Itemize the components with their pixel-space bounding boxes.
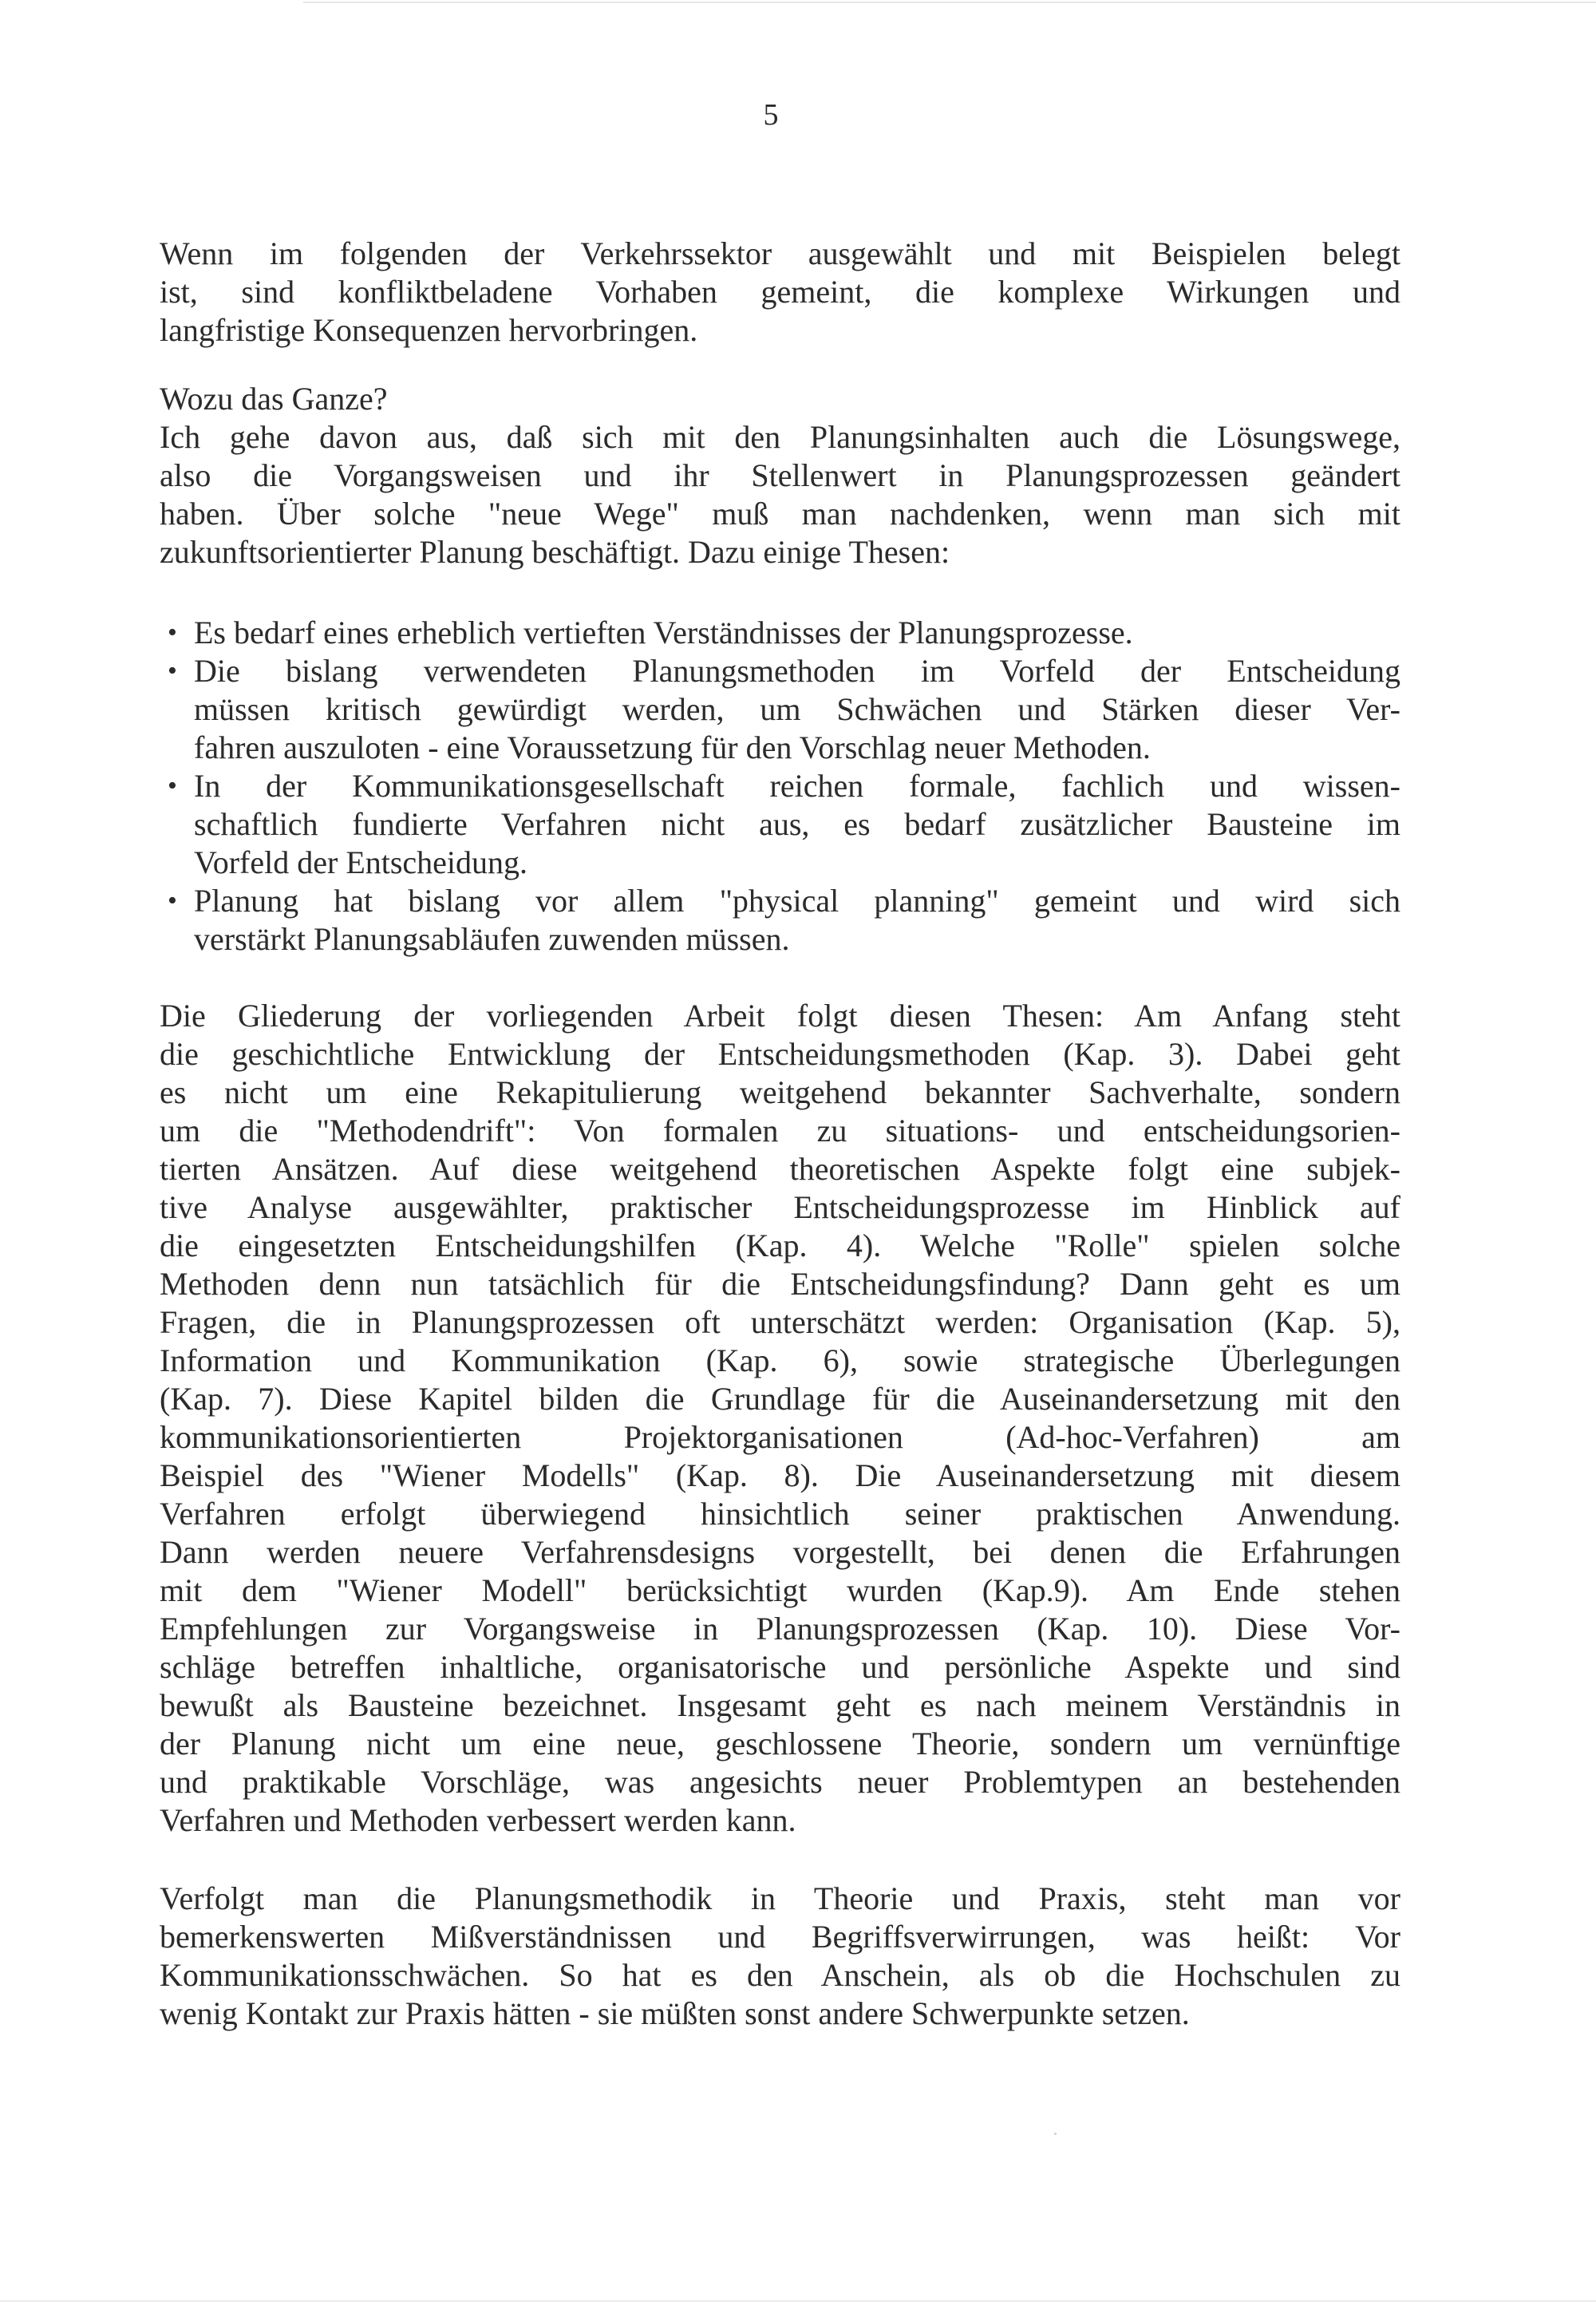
text-line: Planung hat bislang vor allem "physical planning" gemeint und wird sich [194,883,1400,919]
scan-edge-top [303,2,1596,3]
text-line: tierten Ansätzen. Auf diese weitgehend theoretischen Aspekte folgt eine subjek- [160,1151,1400,1187]
bullet-icon: • [168,771,177,801]
paragraph-intro [160,235,1400,350]
bullet-item [160,614,1400,652]
text-line: ist, sind konfliktbeladene Vorhaben gemeint, die komplexe Wirkungen und [160,274,1400,310]
bullet-item [160,652,1400,767]
text-line: Verfolgt man die Planungsmethodik in Theorie und Praxis, steht man vor [160,1880,1400,1916]
text-line: langfristige Konsequenzen hervorbringen. [160,312,698,348]
bullet-icon: • [168,618,177,647]
text-line: schaftlich fundierte Verfahren nicht aus, es bedarf zusätzlicher Bausteine im [194,806,1400,842]
text-line: Methoden denn nun tatsächlich für die Entscheidungsfindung? Dann geht es um [160,1266,1400,1302]
text-line: Die Gliederung der vorliegenden Arbeit folgt diesen Thesen: Am Anfang steht [160,998,1400,1034]
text-line: Vorfeld der Entscheidung. [194,844,528,880]
text-line: tive Analyse ausgewählter, praktischer Entscheidungsprozesse im Hinblick auf [160,1189,1400,1225]
text-line: Ich gehe davon aus, daß sich mit den Planungsinhalten auch die Lösungswege, [160,419,1400,455]
text-line: verstärkt Planungsabläufen zuwenden müssen. [194,921,790,957]
text-line: also die Vorgangsweisen und ihr Stellenwert in Planungsprozessen geändert [160,457,1400,493]
paragraph-theses-intro [160,418,1400,571]
text-line: In der Kommunikationsgesellschaft reichen formale, fachlich und wissen- [194,768,1400,804]
text-line: Kommunikationsschwächen. So hat es den Anschein, als ob die Hochschulen zu [160,1957,1400,1993]
bullet-item [160,767,1400,882]
text-line: bemerkenswerten Mißverständnissen und Begriffsverwirrungen, was heißt: Vor [160,1919,1400,1955]
page-number: 5 [763,98,779,132]
section-question [160,380,1400,418]
text-line: Wenn im folgenden der Verkehrssektor ausgewählt und mit Beispielen belegt [160,235,1400,271]
text-line: Die bislang verwendeten Planungsmethoden im Vorfeld der Entscheidung [194,653,1400,689]
text-line: der Planung nicht um eine neue, geschlossene Theorie, sondern um vernünftige [160,1726,1400,1761]
text-line: wenig Kontakt zur Praxis hätten - sie müßten sonst andere Schwerpunkte setzen. [160,1995,1190,2031]
text-line: müssen kritisch gewürdigt werden, um Schwächen und Stärken dieser Ver- [194,691,1400,727]
text-line: es nicht um eine Rekapitulierung weitgehend bekannter Sachverhalte, sondern [160,1074,1400,1110]
text-line: die eingesetzten Entscheidungshilfen (Kap. 4). Welche "Rolle" spielen solche [160,1228,1400,1263]
text-line: Verfahren und Methoden verbessert werden kann. [160,1802,796,1838]
text-line: fahren auszuloten - eine Voraussetzung für den Vorschlag neuer Methoden. [194,729,1151,765]
paragraph-outline [160,997,1400,1840]
bullet-icon: • [168,886,177,915]
text-line: (Kap. 7). Diese Kapitel bilden die Grundlage für die Auseinandersetzung mit den [160,1381,1400,1417]
text-line: haben. Über solche "neue Wege" muß man nachdenken, wenn man sich mit [160,496,1400,532]
text-line: Wozu das Ganze? [160,381,388,417]
text-line: zukunftsorientierter Planung beschäftigt. Dazu einige Thesen: [160,534,950,570]
text-line: Verfahren erfolgt überwiegend hinsichtlich seiner praktischen Anwendung. [160,1496,1400,1532]
text-line: die geschichtliche Entwicklung der Entscheidungsmethoden (Kap. 3). Dabei geht [160,1036,1400,1072]
bullet-item [160,882,1400,959]
text-line: Dann werden neuere Verfahrensdesigns vorgestellt, bei denen die Erfahrungen [160,1534,1400,1570]
bullet-icon: • [168,656,177,686]
text-line: Fragen, die in Planungsprozessen oft unterschätzt werden: Organisation (Kap. 5), [160,1304,1400,1340]
text-line: und praktikable Vorschläge, was angesichts neuer Problemtypen an bestehenden [160,1764,1400,1800]
text-line: bewußt als Bausteine bezeichnet. Insgesamt geht es nach meinem Verständnis in [160,1687,1400,1723]
text-line: Empfehlungen zur Vorgangsweise in Planungsprozessen (Kap. 10). Diese Vor- [160,1611,1400,1647]
text-line: schläge betreffen inhaltliche, organisatorische und persönliche Aspekte und sind [160,1649,1400,1685]
text-line: Beispiel des "Wiener Modells" (Kap. 8). Die Auseinandersetzung mit diesem [160,1457,1400,1493]
text-line: Es bedarf eines erheblich vertieften Verständnisses der Planungsprozesse. [194,615,1133,650]
text-line: kommunikationsorientierten Projektorganisationen (Ad-hoc-Verfahren) am [160,1419,1400,1455]
scan-edge-bottom [0,2300,1596,2302]
text-line: mit dem "Wiener Modell" berücksichtigt wurden (Kap.9). Am Ende stehen [160,1572,1400,1608]
theses-bullet-list [160,614,1400,959]
text-line: Information und Kommunikation (Kap. 6), sowie strategische Überlegungen [160,1342,1400,1378]
paragraph-closing [160,1880,1400,2033]
scan-speck [1054,2133,1057,2135]
text-line: um die "Methodendrift": Von formalen zu situations- und entscheidungsorien- [160,1113,1400,1149]
